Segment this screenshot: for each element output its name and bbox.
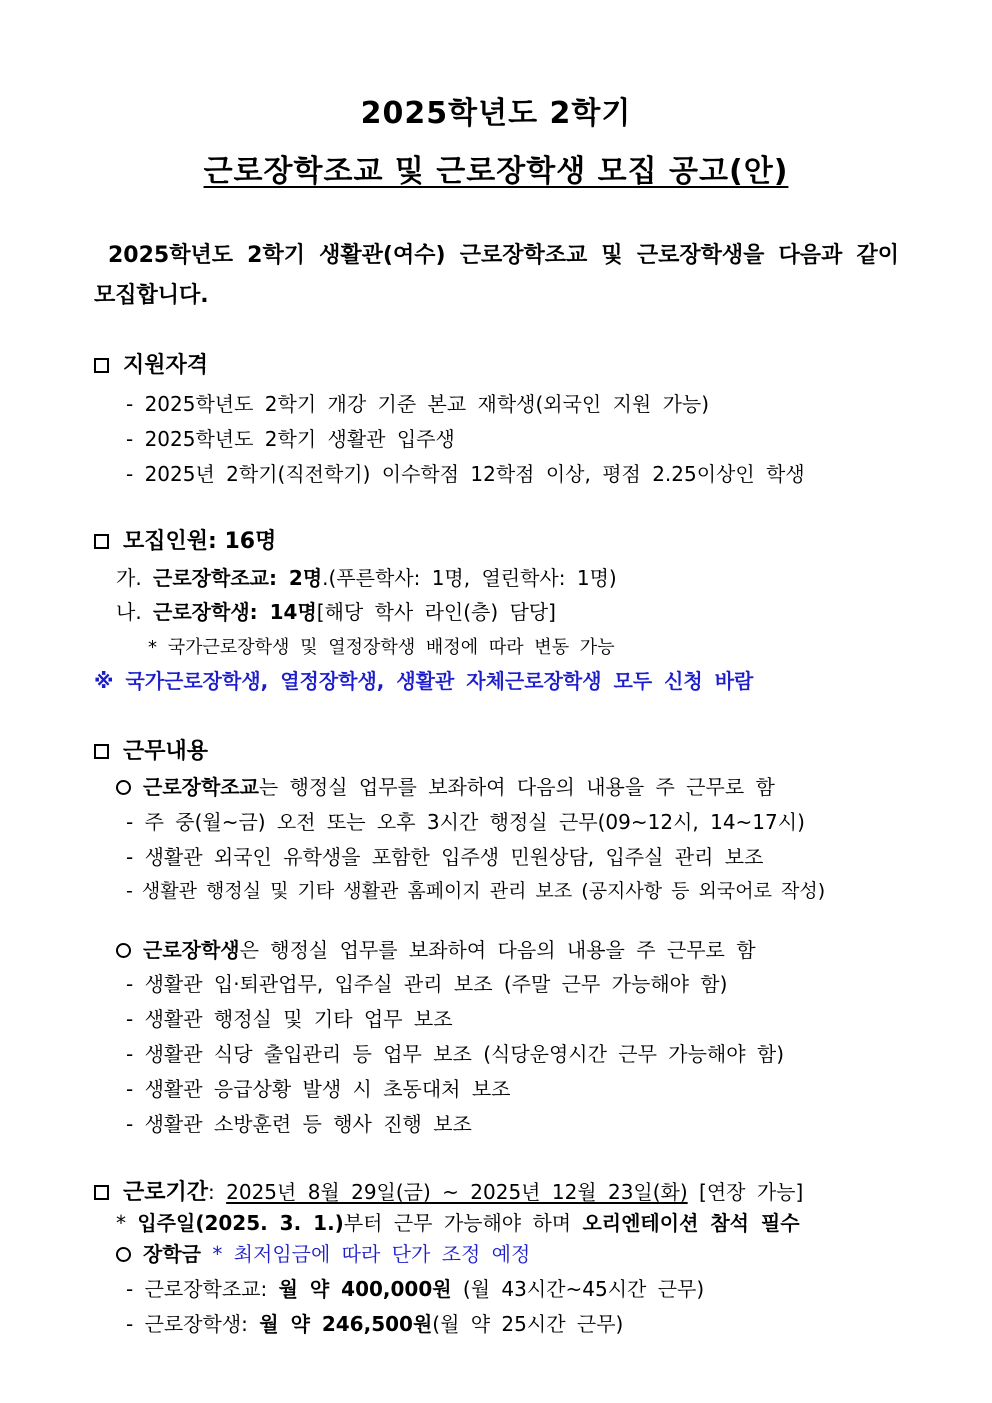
- intro-paragraph: 2025학년도 2학기 생활관(여수) 근로장학조교 및 근로장학생을 다음과 같이 모집합니다.: [94, 243, 899, 308]
- scholarship-heading-row: [116, 1238, 530, 1267]
- scholarship-student-hours: (월 약 25시간 근무): [432, 1312, 624, 1336]
- duties-assistant-item: - 주 중(월~금) 오전 또는 오후 3시간 행정실 근무(09~12시, 14~17시): [126, 810, 805, 834]
- duties-student-item: - 생활관 입·퇴관업무, 입주실 관리 보조 (주말 근무 가능해야 함): [126, 972, 728, 996]
- section-duties-heading: 근무내용: [123, 739, 209, 764]
- duties-assistant-description: 는 행정실 업무를 보좌하여 다음의 내용을 주 근무로 함: [258, 775, 775, 799]
- circle-bullet-icon: [116, 1247, 131, 1262]
- qualification-item: - 2025년 2학기(직전학기) 이수학점 12학점 이상, 평점 2.25이상인 학생: [126, 462, 805, 486]
- qualification-item: - 2025학년도 2학기 개강 기준 본교 재학생(외국인 지원 가능): [126, 392, 710, 416]
- section-qualification: [94, 348, 208, 379]
- period-note-middle: 부터 근무 가능해야 하며: [343, 1211, 583, 1235]
- checkbox-square-icon: [94, 358, 109, 373]
- list-marker: 가.: [116, 566, 154, 590]
- duties-student-item: - 생활관 행정실 및 기타 업무 보조: [126, 1007, 453, 1031]
- section-qualification-heading: 지원자격: [123, 353, 209, 378]
- scholarship-assistant: [126, 1273, 704, 1302]
- note-star: *: [116, 1211, 138, 1235]
- circle-bullet-icon: [116, 780, 131, 795]
- list-marker: 나.: [116, 600, 154, 624]
- recruit-student-detail: [해당 학사 라인(층) 담당]: [316, 600, 556, 624]
- scholarship-student: [126, 1308, 623, 1337]
- period-colon: :: [208, 1180, 227, 1204]
- section-period: [94, 1175, 803, 1206]
- period-range: 2025년 8월 29일(금) ~ 2025년 12월 23일(화): [226, 1180, 688, 1204]
- recruit-assistant-count: 근로장학조교: 2명: [153, 566, 323, 590]
- section-duties: [94, 734, 208, 765]
- period-note-moveindate: 입주일(2025. 3. 1.): [137, 1211, 344, 1235]
- period-note: [116, 1207, 800, 1236]
- checkbox-square-icon: [94, 744, 109, 759]
- recruit-notice: ※ 국가근로장학생, 열정장학생, 생활관 자체근로장학생 모두 신청 바람: [94, 669, 754, 693]
- duties-student-item: - 생활관 식당 출입관리 등 업무 보조 (식당운영시간 근무 가능해야 함): [126, 1042, 785, 1066]
- recruit-assistant-detail: .(푸른학사: 1명, 열린학사: 1명): [322, 566, 617, 590]
- recruit-assistant: [116, 562, 617, 591]
- title-line-2: [0, 146, 992, 190]
- duties-assistant-item: - 생활관 행정실 및 기타 생활관 홈페이지 관리 보조 (공지사항 등 외국어로 작성): [126, 880, 826, 902]
- section-period-heading: 근로기간: [123, 1180, 209, 1205]
- duties-assistant-item: - 생활관 외국인 유학생을 포함한 입주생 민원상담, 입주실 관리 보조: [126, 845, 764, 869]
- circle-bullet-icon: [116, 943, 131, 958]
- recruit-student-count: 근로장학생: 14명: [153, 600, 317, 624]
- duties-student-heading: [116, 934, 756, 963]
- recruit-student: [116, 596, 556, 625]
- checkbox-square-icon: [94, 534, 109, 549]
- scholarship-assistant-label: - 근로장학조교:: [126, 1277, 279, 1301]
- duties-assistant-heading: [116, 771, 775, 800]
- duties-assistant-label: 근로장학조교: [143, 775, 259, 799]
- scholarship-student-amount: 월 약 246,500원: [259, 1312, 433, 1336]
- checkbox-square-icon: [94, 1185, 109, 1200]
- duties-student-item: - 생활관 소방훈련 등 행사 진행 보조: [126, 1112, 472, 1136]
- qualification-item: - 2025학년도 2학기 생활관 입주생: [126, 427, 455, 451]
- title-line-2-text: 근로장학조교 및 근로장학생 모집 공고(안): [203, 154, 789, 189]
- title-line-1: 2025학년도 2학기: [360, 96, 632, 131]
- scholarship-student-label: - 근로장학생:: [126, 1312, 260, 1336]
- period-extend: [연장 가능]: [687, 1180, 804, 1204]
- scholarship-assistant-amount: 월 약 400,000원: [278, 1277, 452, 1301]
- section-recruit: [94, 524, 276, 555]
- duties-student-item: - 생활관 응급상황 발생 시 초동대처 보조: [126, 1077, 511, 1101]
- period-note-orientation: 오리엔테이션 참석 필수: [582, 1211, 800, 1235]
- section-recruit-heading: 모집인원: 16명: [123, 529, 277, 554]
- scholarship-note: * 최저임금에 따라 단가 조정 예정: [200, 1242, 531, 1266]
- duties-student-description: 은 행정실 업무를 보좌하여 다음의 내용을 주 근무로 함: [239, 938, 756, 962]
- recruit-note: * 국가근로장학생 및 열정장학생 배정에 따라 변동 가능: [148, 637, 615, 658]
- scholarship-heading: 장학금: [143, 1242, 201, 1266]
- scholarship-assistant-hours: (월 43시간~45시간 근무): [451, 1277, 705, 1301]
- duties-student-label: 근로장학생: [143, 938, 240, 962]
